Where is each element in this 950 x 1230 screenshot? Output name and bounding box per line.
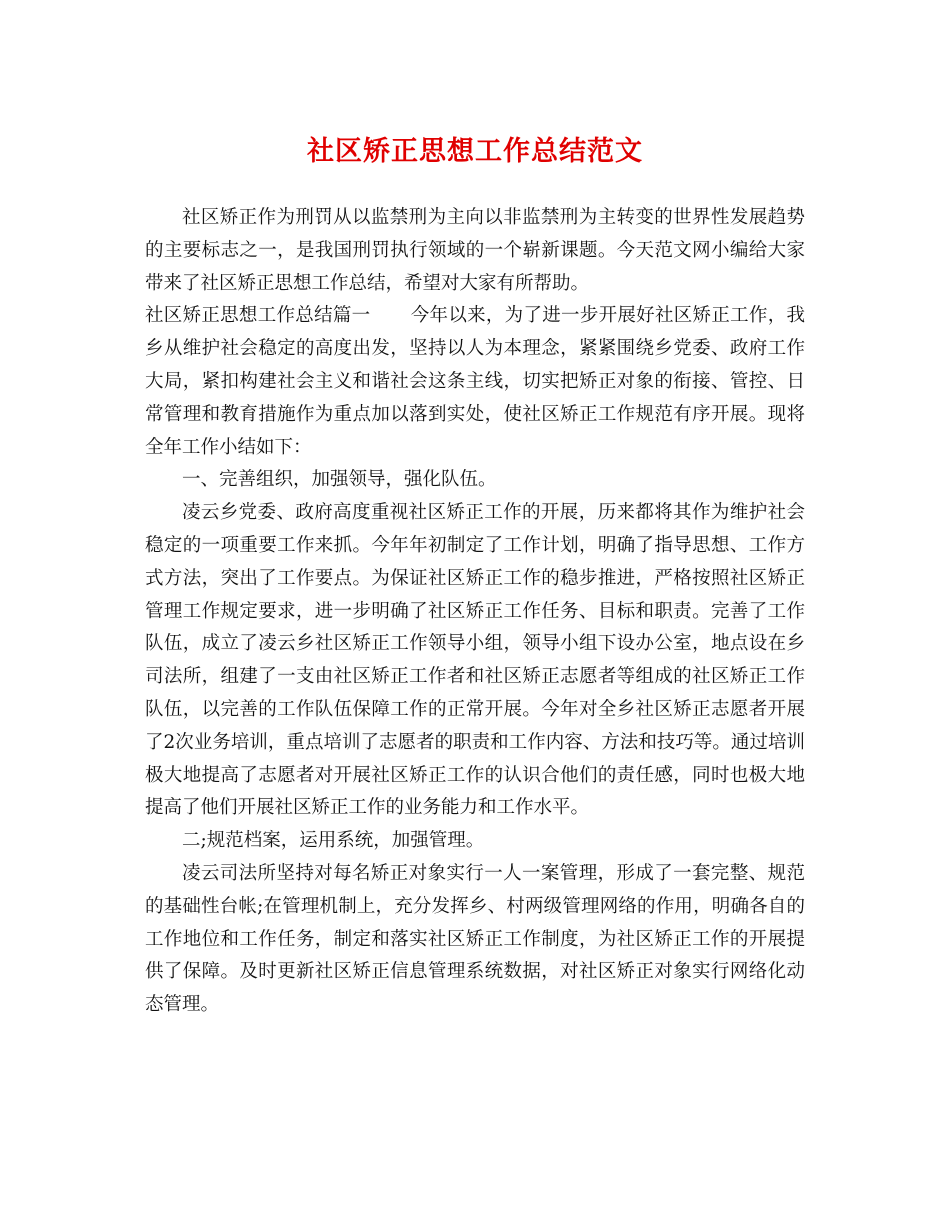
section-two-paragraph: 凌云司法所坚持对每名矫正对象实行一人一案管理，形成了一套完整、规范的基础性台帐;在管理机制上，充分发挥乡、村两级管理网络的作用，明确各自的工作地位和工作任务，制定和落实社区矫正工作制度，为社区矫正工作的开展提供了保障。及时更新社区矫正信息管理系统数据，对社区矫正对象实行网络化动态管理。 xyxy=(145,862,805,1016)
intro-paragraph: 社区矫正作为刑罚从以监禁刑为主向以非监禁刑为主转变的世界性发展趋势的主要标志之一，是我国刑罚执行领域的一个崭新课题。今天范文网小编给大家带来了社区矫正思想工作总结，希望对大家有所帮助。 xyxy=(145,207,805,294)
section-heading-two: 二;规范档案，运用系统，加强管理。 xyxy=(182,830,485,852)
section-heading-one: 一、完善组织，加强领导，强化队伍。 xyxy=(182,469,497,491)
document-title: 社区矫正思想工作总结范文 xyxy=(307,136,643,167)
document-body xyxy=(145,202,805,1022)
part-one-label: 社区矫正思想工作总结篇一 xyxy=(145,305,371,327)
part-one-text: 今年以来，为了进一步开展好社区矫正工作，我乡从维护社会稳定的高度出发，坚持以人为本理念，紧紧围绕乡党委、政府工作大局，紧扣构建社会主义和谐社会这条主线，切实把矫正对象的衔接、管控、日常管理和教育措施作为重点加以落到实处，使社区矫正工作规范有序开展。现将全年工作小结如下： xyxy=(145,305,805,458)
part-one-paragraph xyxy=(145,300,805,464)
section-one-paragraph: 凌云乡党委、政府高度重视社区矫正工作的开展，历来都将其作为维护社会稳定的一项重要工作来抓。今年年初制定了工作计划，明确了指导思想、工作方式方法，突出了工作要点。为保证社区矫正工作的稳步推进，严格按照社区矫正管理工作规定要求，进一步明确了社区矫正工作任务、目标和职责。完善了工作队伍，成立了凌云乡社区矫正工作领导小组，领导小组下设办公室，地点设在乡司法所，组建了一支由社区矫正工作者和社区矫正志愿者等组成的社区矫正工作队伍，以完善的工作队伍保障工作的正常开展。今年对全乡社区矫正志愿者开展了2次业务培训，重点培训了志愿者的职责和工作内容、方法和技巧等。通过培训极大地提高了志愿者对开展社区矫正工作的认识合他们的责任感，同时也极大地提高了他们开展社区矫正工作的业务能力和工作水平。 xyxy=(145,502,805,819)
